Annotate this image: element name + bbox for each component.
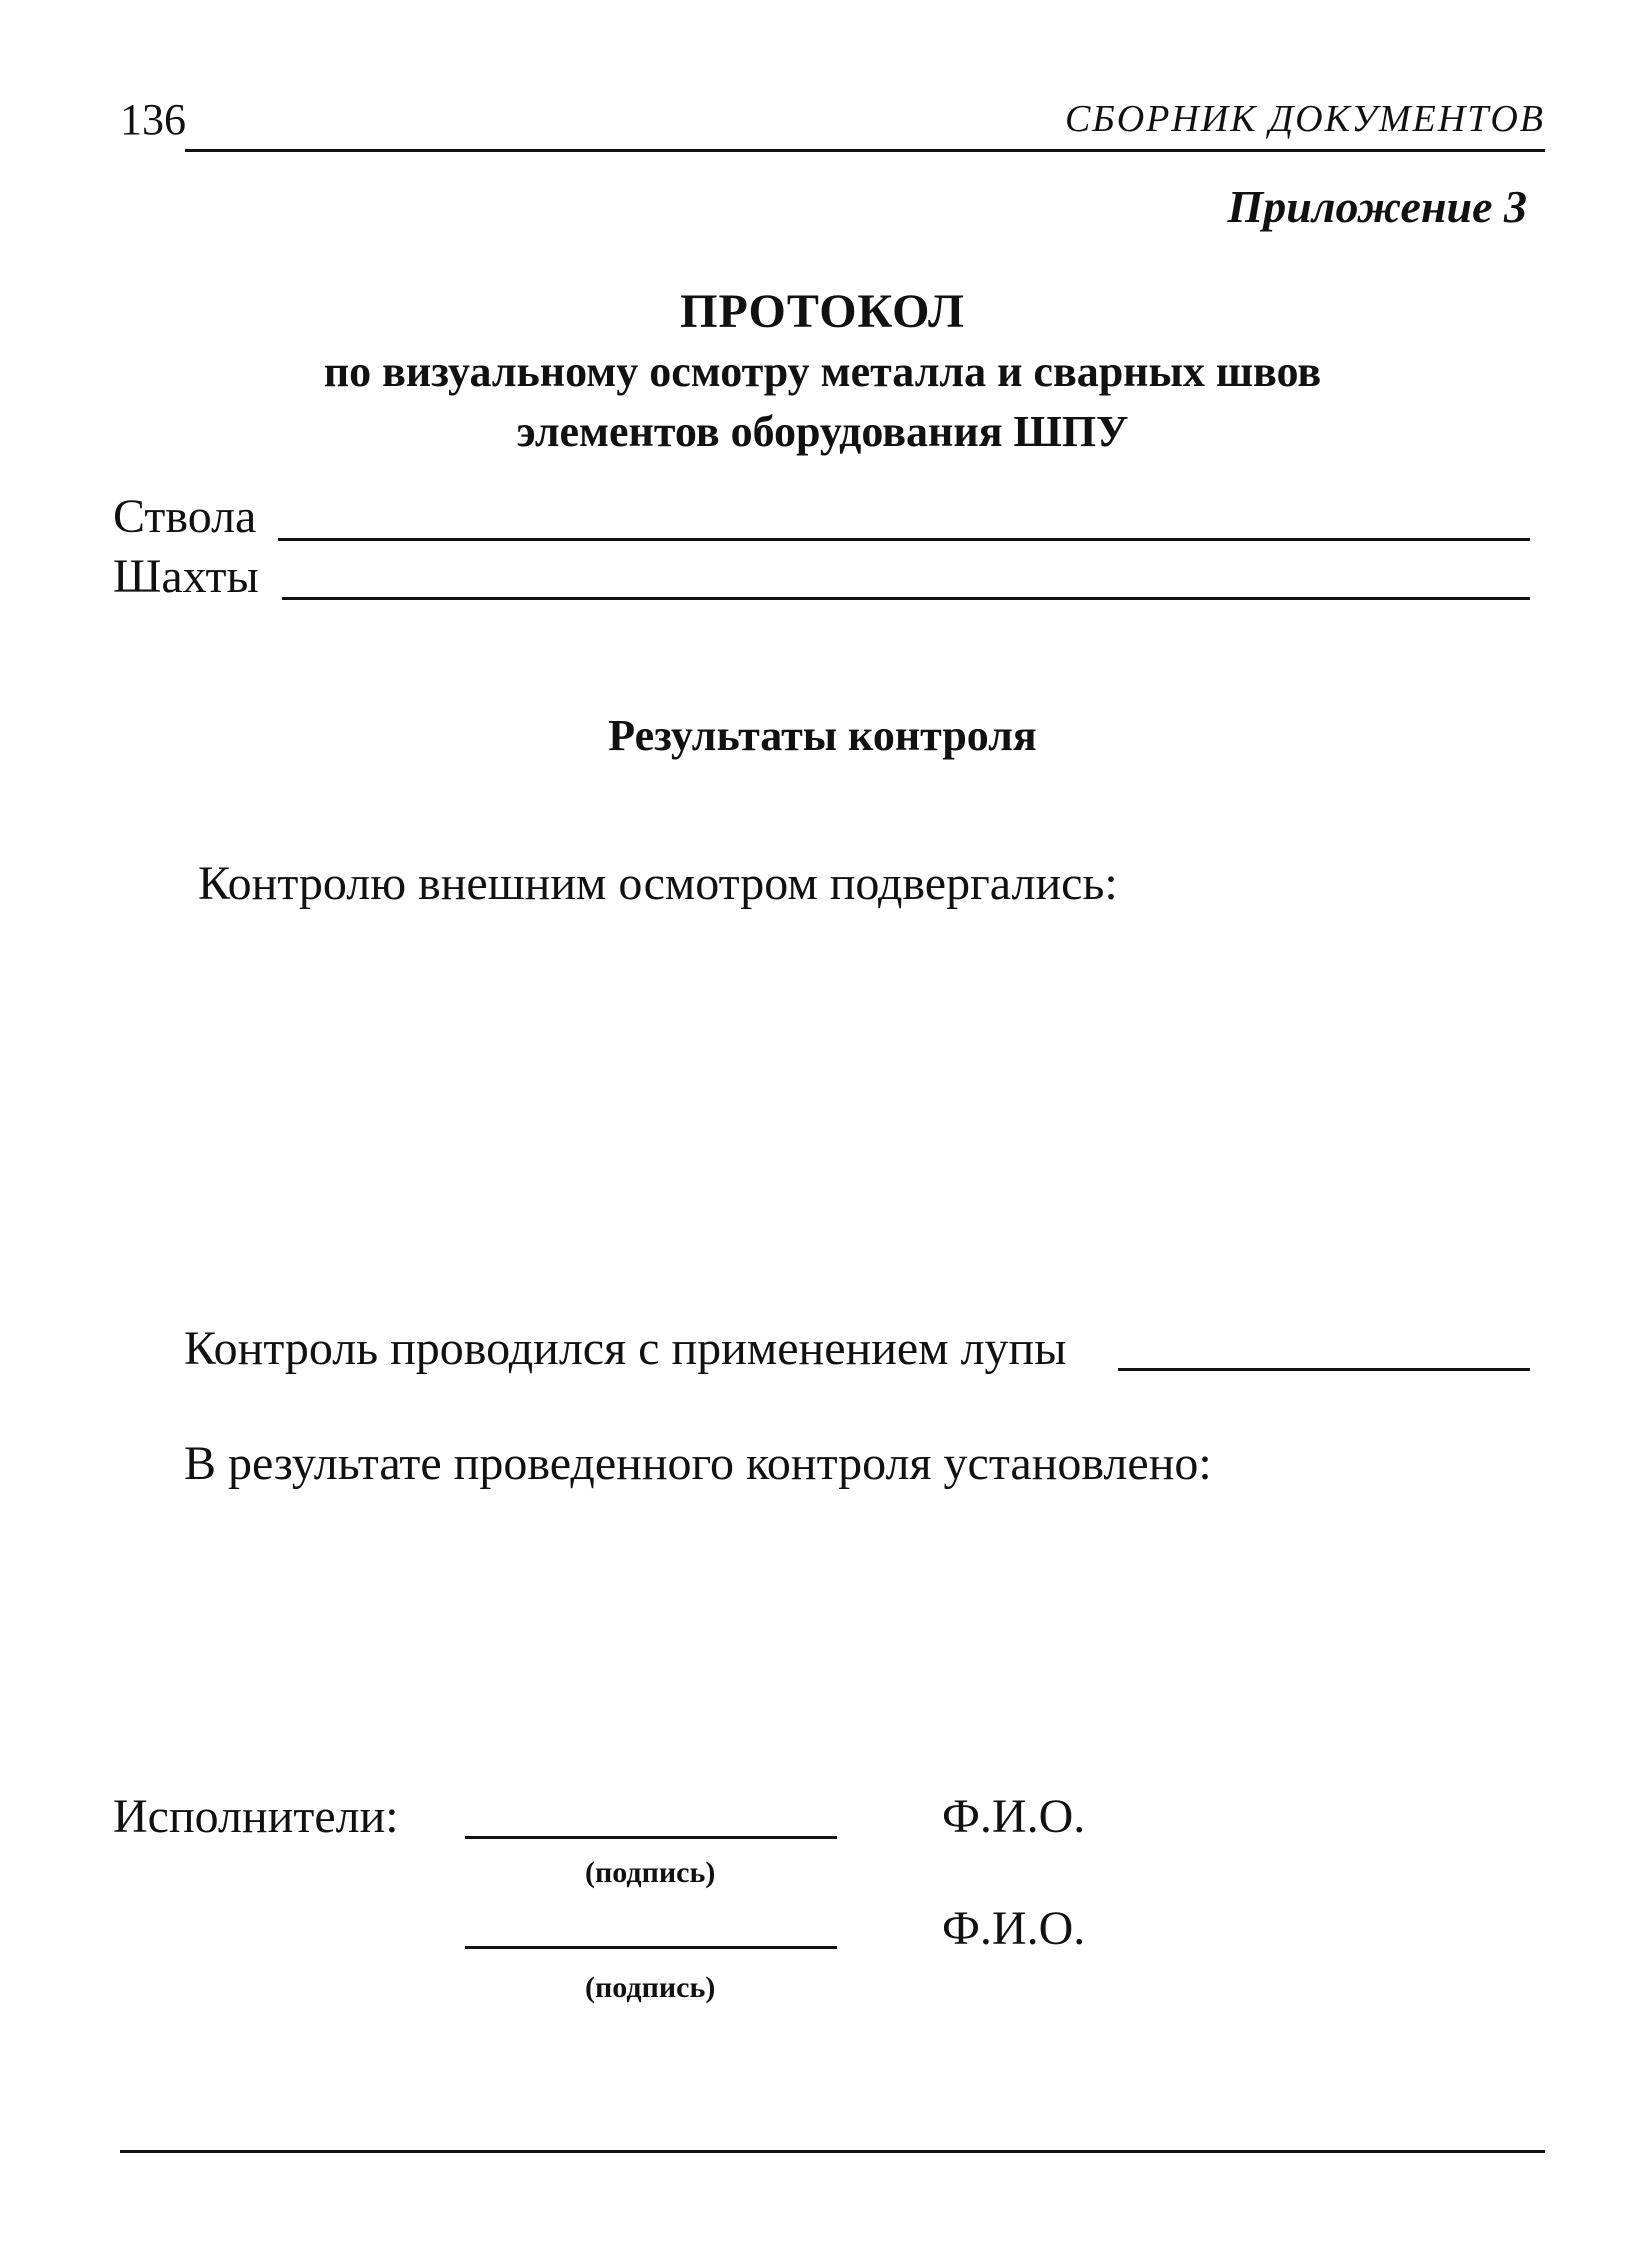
name-placeholder-1: Ф.И.О.: [942, 1790, 1086, 1843]
header-rule: [185, 149, 1545, 152]
performers-label: Исполнители:: [113, 1790, 399, 1843]
document-title: ПРОТОКОЛ: [680, 285, 965, 338]
signature-line-1[interactable]: [465, 1836, 837, 1839]
name-placeholder-2: Ф.И.О.: [942, 1902, 1086, 1955]
mine-field-label: Шахты: [113, 550, 259, 603]
results-heading: Результаты контроля: [608, 711, 1037, 760]
shaft-field-line[interactable]: [278, 538, 1530, 541]
running-head: СБОРНИК ДОКУМЕНТОВ: [1064, 98, 1545, 140]
inspected-items-text: Контролю внешним осмотром подвергались:: [198, 857, 1118, 910]
findings-text: В результате проведенного контроля установлено:: [184, 1437, 1212, 1490]
shaft-field-label: Ствола: [113, 490, 257, 543]
signature-caption-2: (подпись): [585, 1971, 716, 2004]
appendix-label: Приложение 3: [1227, 181, 1527, 232]
magnifier-text: Контроль проводился с применением лупы: [184, 1322, 1067, 1375]
magnifier-field-line[interactable]: [1118, 1368, 1530, 1371]
document-subtitle-line1: по визуальному осмотру металла и сварных швов: [323, 347, 1322, 396]
document-subtitle-line2: элементов оборудования ШПУ: [516, 407, 1129, 456]
mine-field-line[interactable]: [282, 597, 1530, 600]
signature-line-2[interactable]: [465, 1946, 837, 1949]
page-number: 136: [120, 95, 186, 144]
signature-caption-1: (подпись): [585, 1856, 716, 1889]
footer-rule: [120, 2150, 1545, 2153]
